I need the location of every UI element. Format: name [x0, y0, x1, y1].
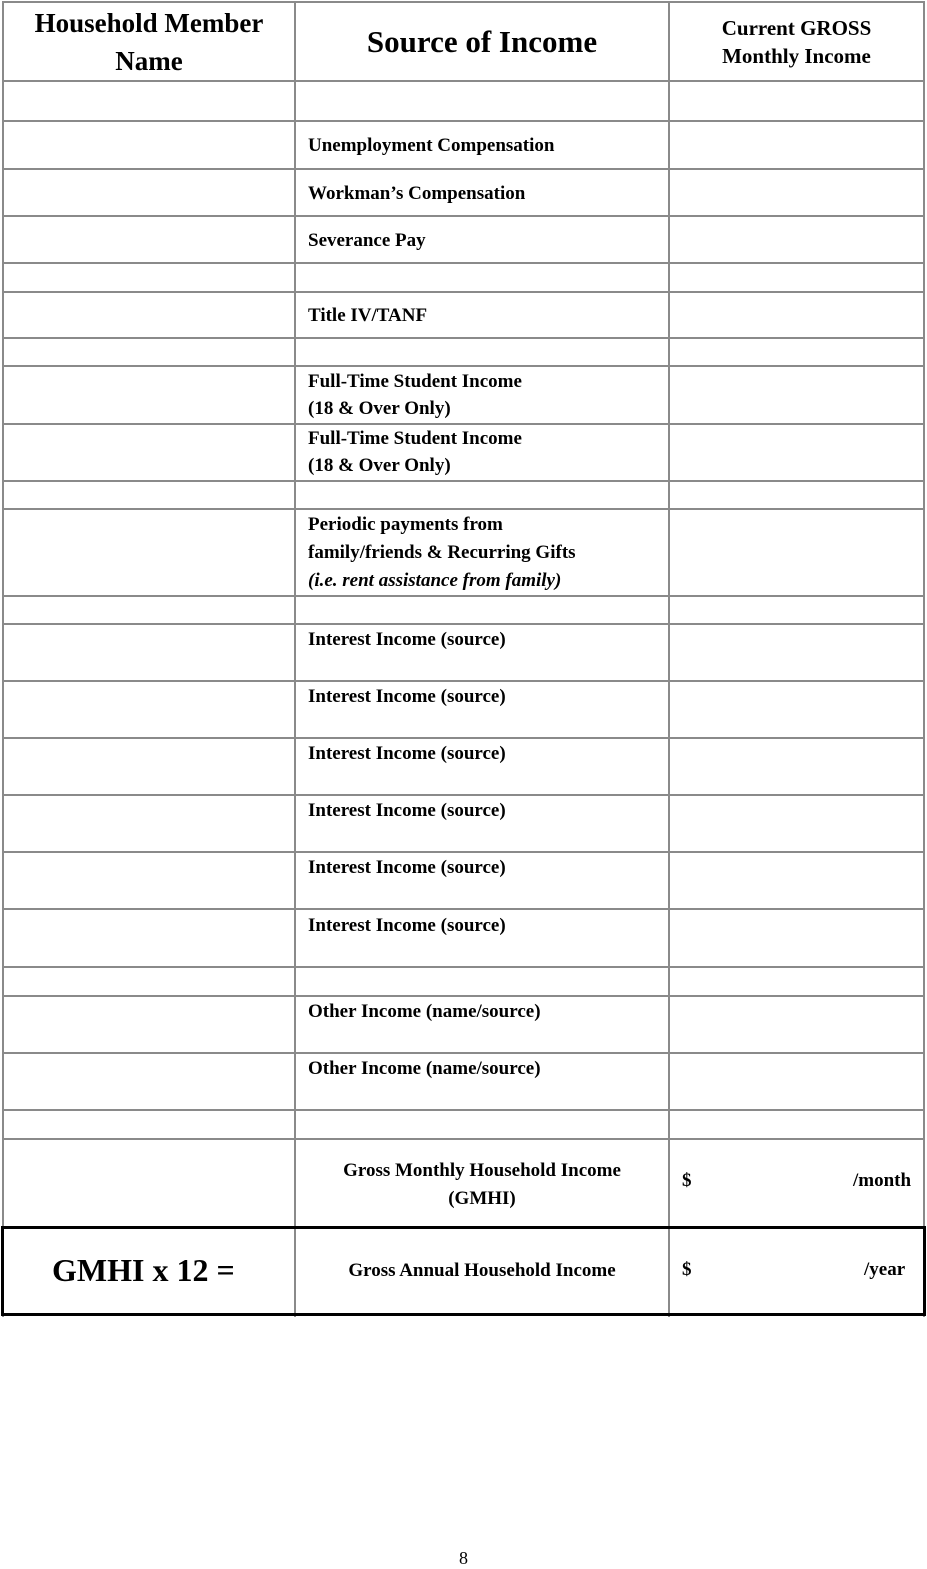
page-number: 8	[459, 1548, 468, 1568]
row-divider	[2, 365, 925, 367]
column-divider	[668, 1, 670, 1317]
income-source-label: Interest Income (source)	[308, 800, 506, 821]
income-source-label: Interest Income (source)	[308, 915, 506, 936]
annual-label: Gross Annual Household Income	[348, 1260, 616, 1281]
income-source-label: Severance Pay	[308, 230, 426, 251]
column-divider	[668, 1229, 670, 1313]
row-divider	[2, 680, 925, 682]
gmhi-label: Gross Monthly Household Income (GMHI)	[343, 1160, 621, 1209]
income-source-label: Title IV/TANF	[308, 305, 428, 326]
income-source-label: Full-Time Student Income (18 & Over Only)	[308, 371, 522, 419]
row-divider	[2, 908, 925, 910]
row-divider	[2, 1109, 925, 1111]
row-divider	[2, 737, 925, 739]
gmhi-unit: /month	[853, 1170, 912, 1191]
row-divider	[2, 966, 925, 968]
income-source-label: Unemployment Compensation	[308, 135, 555, 156]
annual-unit: /year	[864, 1259, 906, 1280]
row-divider	[2, 262, 925, 264]
row-divider	[2, 215, 925, 217]
row-divider	[2, 80, 925, 82]
row-divider	[2, 168, 925, 170]
header-current-gross: Current GROSS Monthly Income	[721, 15, 872, 68]
income-source-label: Periodic payments from family/friends & Recurring Gifts	[308, 514, 576, 563]
row-divider	[2, 595, 925, 597]
row-divider	[2, 1138, 925, 1140]
table-border-right	[923, 1, 925, 1317]
row-divider	[2, 794, 925, 796]
column-divider	[294, 1, 296, 1317]
row-divider	[2, 508, 925, 510]
table-border-left	[2, 1, 4, 1317]
income-source-note: (i.e. rent assistance from family)	[308, 570, 562, 591]
row-divider	[2, 995, 925, 997]
gmhi-currency: $	[682, 1170, 692, 1191]
row-divider	[2, 337, 925, 339]
header-source-of-income: Source of Income	[366, 23, 598, 59]
income-source-label: Workman’s Compensation	[308, 183, 526, 204]
income-source-label: Full-Time Student Income (18 & Over Only)	[308, 428, 522, 476]
annual-currency: $	[682, 1259, 692, 1280]
income-source-label: Interest Income (source)	[308, 743, 506, 764]
annual-formula: GMHI x 12 =	[52, 1252, 235, 1288]
row-divider	[2, 1052, 925, 1054]
row-divider	[2, 120, 925, 122]
income-source-label: Other Income (name/source)	[308, 1058, 541, 1079]
row-divider	[2, 623, 925, 625]
row-divider	[2, 291, 925, 293]
row-divider	[2, 480, 925, 482]
row-divider	[2, 851, 925, 853]
header-member-name: Household Member Name	[34, 7, 264, 76]
income-source-label: Interest Income (source)	[308, 629, 506, 650]
income-source-label: Interest Income (source)	[308, 857, 506, 878]
income-source-label: Other Income (name/source)	[308, 1001, 541, 1022]
income-source-label: Interest Income (source)	[308, 686, 506, 707]
